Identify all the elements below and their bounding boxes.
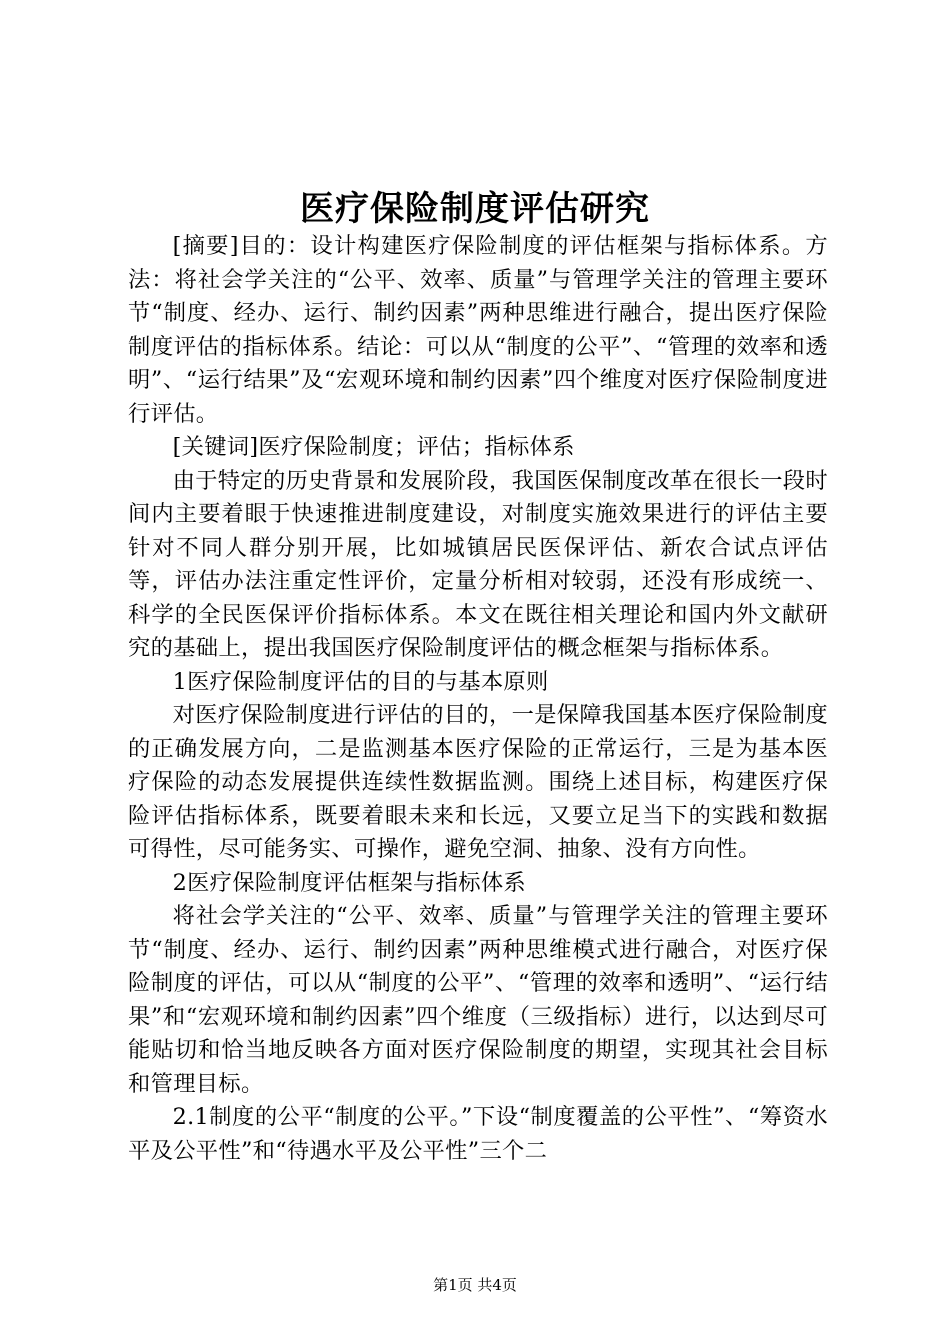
keywords-paragraph: [关键词]医疗保险制度；评估；指标体系 [172, 434, 575, 460]
document-title: 医疗保险制度评估研究 [300, 189, 650, 229]
section-1-paragraph: 对医疗保险制度进行评估的目的，一是保障我国基本医疗保险制度的正确发展方向，二是监测基本医疗保险的正常运行，三是为基本医疗保险的动态发展提供连续性数据监测。围绕上述目标，构建医疗保险评估指标体系，既要着眼未来和长远，又要立足当下的实践和数据可得性，尽可能务实、可操作，避免空洞、抽象、没有方向性。 [128, 702, 828, 862]
page-number-footer: 第1页 共4页 [433, 1276, 517, 1294]
section-2-1-paragraph: 2.1制度的公平“制度的公平。”下设“制度覆盖的公平性”、“筹资水平及公平性”和“待遇水平及公平性”三个二 [128, 1104, 828, 1164]
document-body [128, 230, 828, 1168]
section-2-paragraph: 将社会学关注的“公平、效率、质量”与管理学关注的管理主要环节“制度、经办、运行、制约因素”两种思维模式进行融合，对医疗保险制度的评估，可以从“制度的公平”、“管理的效率和透明”、“运行结果”和“宏观环境和制约因素”四个维度（三级指标）进行，以达到尽可能贴切和恰当地反映各方面对医疗保险制度的期望，实现其社会目标和管理目标。 [128, 903, 828, 1097]
abstract-paragraph: [摘要]目的：设计构建医疗保险制度的评估框架与指标体系。方法：将社会学关注的“公平、效率、质量”与管理学关注的管理主要环节“制度、经办、运行、制约因素”两种思维进行融合，提出医疗保险制度评估的指标体系。结论：可以从“制度的公平”、“管理的效率和透明”、“运行结果”及“宏观环境和制约因素”四个维度对医疗保险制度进行评估。 [128, 233, 828, 427]
intro-paragraph: 由于特定的历史背景和发展阶段，我国医保制度改革在很长一段时间内主要着眼于快速推进制度建设，对制度实施效果进行的评估主要针对不同人群分别开展，比如城镇居民医保评估、新农合试点评估等，评估办法注重定性评价，定量分析相对较弱，还没有形成统一、科学的全民医保评价指标体系。本文在既往相关理论和国内外文献研究的基础上，提出我国医疗保险制度评估的概念框架与指标体系。 [128, 467, 828, 661]
section-1-heading: 1医疗保险制度评估的目的与基本原则 [172, 668, 549, 695]
section-2-heading: 2医疗保险制度评估框架与指标体系 [172, 869, 527, 896]
